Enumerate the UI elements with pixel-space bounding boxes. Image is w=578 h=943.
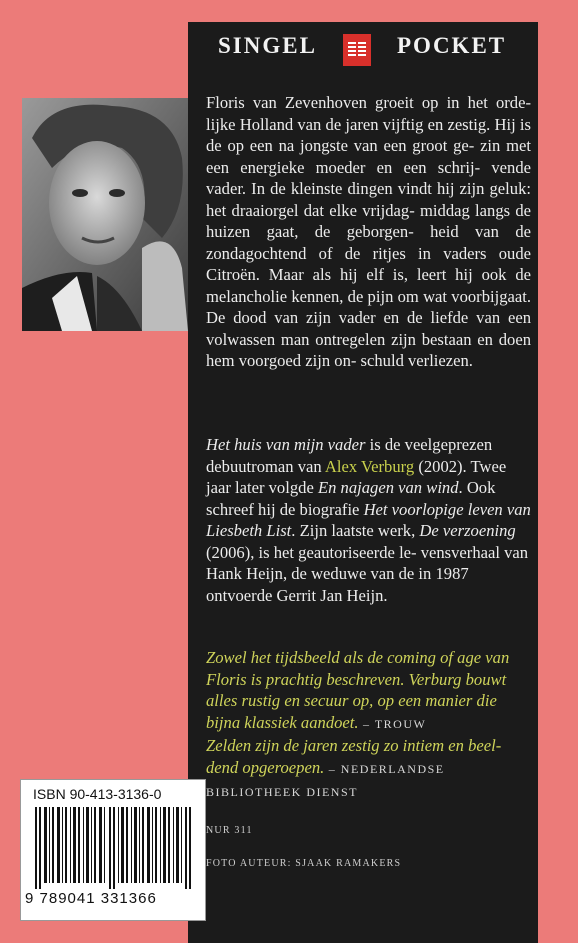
isbn-text: ISBN 90-413-3136-0	[33, 786, 162, 802]
book-logo-icon	[343, 34, 371, 66]
author-bio	[206, 434, 531, 606]
bio-text: (2006), is het geautoriseerde le- vensverhaal van Hank Heijn, de weduwe van de in 1987 ontvoerde Gerrit Jan Heijn.	[206, 542, 529, 605]
bio-text: is de veelgeprezen debuutroman van	[206, 435, 493, 476]
nur-code: NUR 311	[206, 825, 253, 836]
bio-text: . Ook schreef hij de biografie	[206, 478, 496, 519]
publisher-header	[188, 30, 538, 64]
ean-digits: 9 789041 331366	[25, 890, 157, 907]
author-portrait	[22, 98, 188, 331]
book-title: Het voorlopige leven van Liesbeth List	[206, 499, 531, 540]
barcode-block	[20, 779, 206, 921]
quote-source: – TROUW	[358, 716, 427, 731]
publisher-word-singel: SINGEL	[218, 33, 317, 58]
photo-credit: FOTO AUTEUR: SJAAK RAMAKERS	[206, 858, 402, 869]
quote-text: Zelden zijn de jaren zestig zo intiem en beel- dend opgeroepen.	[206, 736, 502, 777]
author-name: Alex Verburg	[324, 456, 415, 476]
book-title: Het huis van mijn vader	[206, 435, 366, 454]
quote-text: Zowel het tijdsbeeld als de coming of age van Floris is prachtig beschreven. Verburg bouwt alles rustig en secuur op, op een manier die bijna klassiek aandoet.	[206, 648, 510, 732]
book-title: En najagen van wind	[317, 478, 459, 497]
quote-source: – NEDERLANDSE BIBLIOTHEEK DIENST	[206, 761, 445, 799]
publisher-word-pocket: POCKET	[397, 33, 507, 58]
back-cover-panel	[188, 22, 538, 943]
barcode-icon	[35, 807, 193, 889]
blurb-paragraph: Floris van Zevenhoven groeit op in het orde- lijke Holland van de jaren vijftig en zestig. Hij is de op een na jongste van een groot ge- zin met een energieke moeder en een schrij- vende vader. In de kleinste dingen vindt hij zijn geluk: het draaiorgel dat elke vrijdag- middag langs de huizen gaat, de geborgen- heid van de zondagochtend of de ritjes in vaders oude Citroën. Maar als hij elf is, leert hij ook de melancholie kennen, de pijn om wat voorbijgaat. De dood van zijn vader en de liefde van een volwassen man ontregelen zijn bestaan en doen hem voorgoed zijn on- schuld verliezen.	[206, 93, 531, 370]
blurb-text	[206, 92, 531, 372]
bio-text: . Zijn laatste werk,	[291, 521, 420, 540]
press-quotes	[206, 647, 531, 804]
bio-text: (2002). Twee jaar later volgde	[206, 456, 507, 497]
book-title: De verzoening	[419, 521, 516, 540]
